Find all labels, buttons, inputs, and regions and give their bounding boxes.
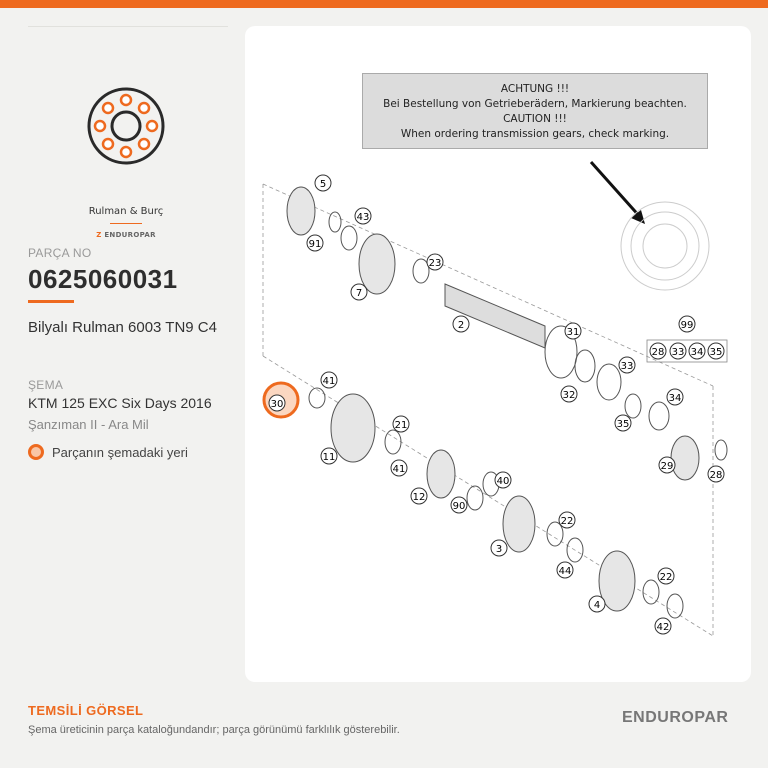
warning-line: Bei Bestellung von Getrieberädern, Markierung beachten. <box>383 98 687 110</box>
svg-text:34: 34 <box>668 393 682 404</box>
callout-marker[interactable] <box>495 472 511 488</box>
callout-marker[interactable] <box>650 343 666 359</box>
svg-text:40: 40 <box>496 476 510 487</box>
schema-model: KTM 125 EXC Six Days 2016 <box>28 395 212 411</box>
callout-marker[interactable] <box>557 562 573 578</box>
svg-text:90: 90 <box>452 501 466 512</box>
callout-marker[interactable] <box>411 488 427 504</box>
diagram-panel <box>245 26 751 682</box>
callout-marker[interactable] <box>679 316 695 332</box>
svg-text:31: 31 <box>566 327 580 338</box>
callout-marker[interactable] <box>315 175 331 191</box>
svg-text:41: 41 <box>322 376 336 387</box>
svg-text:3: 3 <box>495 544 503 555</box>
svg-text:21: 21 <box>394 420 408 431</box>
callout-marker[interactable] <box>269 395 285 411</box>
brand-divider <box>110 223 142 224</box>
warning-line: CAUTION !!! <box>503 113 567 125</box>
svg-text:22: 22 <box>560 516 574 527</box>
callout-marker[interactable] <box>351 284 367 300</box>
brand-mark-icon: Z <box>96 231 102 239</box>
callout-marker[interactable] <box>321 372 337 388</box>
callout-marker[interactable] <box>689 343 705 359</box>
callout-marker[interactable] <box>561 386 577 402</box>
schema-label: ŞEMA <box>28 378 64 392</box>
svg-text:44: 44 <box>558 566 572 577</box>
callout-marker[interactable] <box>453 316 469 332</box>
warning-line: When ordering transmission gears, check marking. <box>400 128 670 140</box>
footer-title: TEMSİLİ GÖRSEL <box>28 703 144 718</box>
svg-text:32: 32 <box>562 390 576 401</box>
svg-text:2: 2 <box>457 320 465 331</box>
callout-marker[interactable] <box>391 460 407 476</box>
callout-marker[interactable] <box>427 254 443 270</box>
svg-text:41: 41 <box>392 464 406 475</box>
footer-brand: ENDUROPAR <box>622 709 729 726</box>
svg-text:33: 33 <box>671 347 685 358</box>
callout-marker[interactable] <box>659 457 675 473</box>
callout-marker[interactable] <box>670 343 686 359</box>
callout-marker[interactable] <box>451 497 467 513</box>
svg-text:28: 28 <box>651 347 665 358</box>
part-description: Bilyalı Rulman 6003 TN9 C4 <box>28 319 217 336</box>
svg-text:42: 42 <box>656 622 670 633</box>
brand-subtitle <box>28 231 224 239</box>
callout-marker[interactable] <box>321 448 337 464</box>
callout-marker[interactable] <box>708 343 724 359</box>
svg-text:7: 7 <box>355 288 363 299</box>
arrow-icon <box>591 162 641 218</box>
svg-text:28: 28 <box>709 470 723 481</box>
arrow-head-icon <box>631 210 645 224</box>
legend-text: Parçanın şemadaki yeri <box>52 444 188 460</box>
svg-text:29: 29 <box>660 461 674 472</box>
callout-marker[interactable] <box>658 568 674 584</box>
callout-marker[interactable] <box>393 416 409 432</box>
part-number: 0625060031 <box>28 264 178 294</box>
svg-text:12: 12 <box>412 492 426 503</box>
svg-text:23: 23 <box>428 258 442 269</box>
svg-text:35: 35 <box>709 347 723 358</box>
part-number-label: PARÇA NO <box>28 246 92 260</box>
svg-text:22: 22 <box>659 572 673 583</box>
svg-text:4: 4 <box>593 600 601 611</box>
callout-marker[interactable] <box>619 357 635 373</box>
callout-marker[interactable] <box>589 596 605 612</box>
svg-text:91: 91 <box>308 239 322 250</box>
callout-marker[interactable] <box>655 618 671 634</box>
svg-text:33: 33 <box>620 361 634 372</box>
bearing-logo-icon <box>86 86 166 166</box>
callout-marker[interactable] <box>667 389 683 405</box>
sidebar <box>28 26 228 460</box>
brand-name: Rulman & Burç <box>88 206 164 217</box>
exploded-diagram <box>245 26 751 682</box>
schema-subtitle: Şanzıman II - Ara Mil <box>28 417 149 432</box>
warning-line: ACHTUNG !!! <box>500 83 570 95</box>
footer-note: Şema üreticinin parça kataloğundandır; parça görünümü farklılık gösterebilir. <box>28 724 400 736</box>
brand-subtitle-text: ENDUROPAR <box>104 231 156 239</box>
callout-marker[interactable] <box>491 540 507 556</box>
legend <box>28 444 188 460</box>
frame-lines <box>263 184 713 636</box>
callout-marker[interactable] <box>307 235 323 251</box>
part-number-underline <box>28 300 74 303</box>
callout-marker[interactable] <box>559 512 575 528</box>
svg-text:30: 30 <box>270 399 284 410</box>
highlight-marker-icon <box>28 444 44 460</box>
callout-marker[interactable] <box>615 415 631 431</box>
top-accent-bar <box>0 0 768 8</box>
svg-text:43: 43 <box>356 212 370 223</box>
svg-text:35: 35 <box>616 419 630 430</box>
callout-marker[interactable] <box>565 323 581 339</box>
svg-text:34: 34 <box>690 347 704 358</box>
svg-text:99: 99 <box>680 320 694 331</box>
svg-text:11: 11 <box>322 452 336 463</box>
callout-marker[interactable] <box>355 208 371 224</box>
callout-marker[interactable] <box>708 466 724 482</box>
reference-gear-icon <box>621 202 709 290</box>
svg-text:5: 5 <box>319 179 327 190</box>
sidebar-divider <box>28 26 228 27</box>
